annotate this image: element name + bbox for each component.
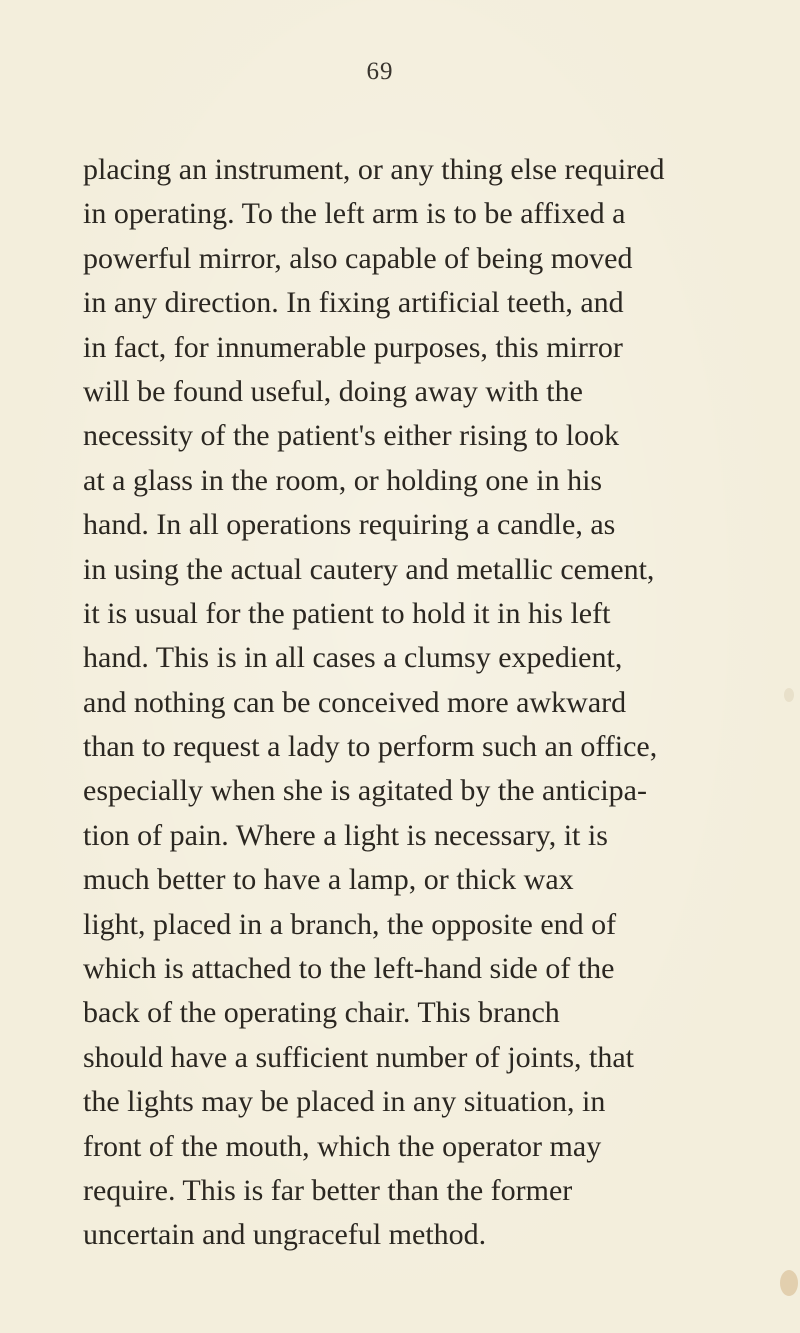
text-line: hand. In all operations requiring a candle, as <box>83 508 616 542</box>
paper-stain <box>784 688 794 702</box>
text-line: placing an instrument, or any thing else required <box>83 153 665 186</box>
text-line: tion of pain. Where a light is necessary, it is <box>83 818 608 852</box>
text-line: in any direction. In fixing artificial teeth, and <box>83 286 624 320</box>
text-line: much better to have a lamp, or thick wax <box>83 863 574 897</box>
text-line: uncertain and ungraceful method. <box>83 1218 487 1252</box>
text-line: it is usual for the patient to hold it in his left <box>83 596 611 630</box>
text-line: necessity of the patient's either rising to look <box>83 419 620 453</box>
text-line: light, placed in a branch, the opposite end of <box>83 907 617 941</box>
text-line: especially when she is agitated by the anticipa- <box>83 774 647 808</box>
text-line: will be found useful, doing away with the <box>83 374 583 408</box>
page-number: 69 <box>366 58 394 85</box>
text-line: powerful mirror, also capable of being moved <box>83 241 633 275</box>
text-line: at a glass in the room, or holding one in his <box>83 463 603 497</box>
text-line: require. This is far better than the former <box>83 1173 573 1207</box>
text-line: than to request a lady to perform such an office, <box>83 730 658 764</box>
text-line: in operating. To the left arm is to be affixed a <box>83 197 626 231</box>
text-line: in using the actual cautery and metallic cement, <box>83 552 655 586</box>
text-line: in fact, for innumerable purposes, this mirror <box>83 330 623 364</box>
paper-stain <box>780 1270 798 1296</box>
text-line: hand. This is in all cases a clumsy expedient, <box>83 641 623 675</box>
text-line: front of the mouth, which the operator may <box>83 1129 602 1163</box>
text-line: should have a sufficient number of joints, that <box>83 1040 635 1074</box>
text-line: back of the operating chair. This branch <box>83 996 560 1030</box>
text-line: which is attached to the left-hand side of the <box>83 952 615 986</box>
text-line: the lights may be placed in any situation, in <box>83 1085 606 1119</box>
text-line: and nothing can be conceived more awkward <box>83 685 627 719</box>
body-text <box>83 148 783 1258</box>
